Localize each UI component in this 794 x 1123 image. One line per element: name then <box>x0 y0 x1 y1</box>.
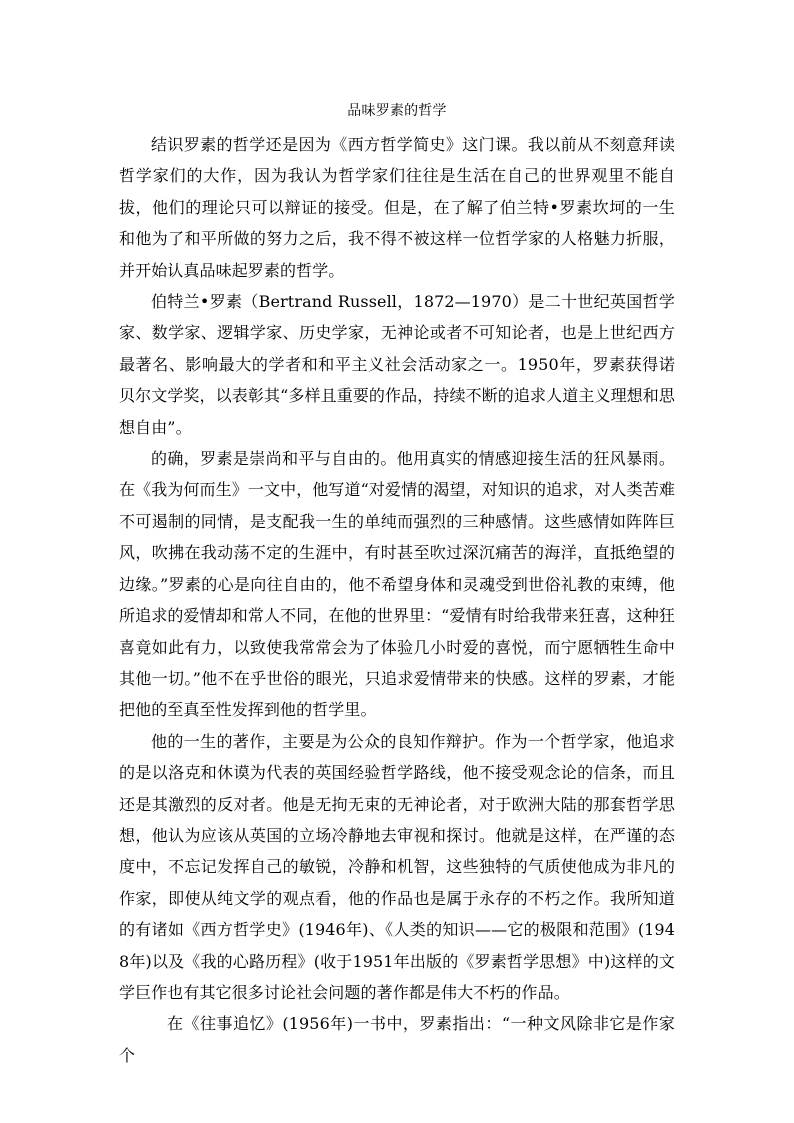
paragraph-memoir: 在《往事追忆》(1956年)一书中，罗素指出：“一种文风除非它是作家个 <box>119 1014 675 1065</box>
paragraph-love-and-freedom: 的确，罗素是崇尚和平与自由的。他用真实的情感迎接生活的狂风暴雨。在《我为何而生》一文中，他写道“对爱情的渴望，对知识的追求，对人类苦难不可遏制的同情，是支配我一生的单纯而强烈的三种感情。这些感情如阵阵巨风，吹拂在我动荡不定的生涯中，有时甚至吹过深沉痛苦的海洋，直抵绝望的边缘。”罗素的心是向往自由的，他不希望身体和灵魂受到世俗礼教的束缚，他所追求的爱情却和常人不同，在他的世界里：“爱情有时给我带来狂喜，这种狂喜竟如此有力，以致使我常常会为了体验几小时爱的喜悦，而宁愿牺牲生命中其他一切。”他不在乎世俗的眼光，只追求爱情带来的快感。这样的罗素，才能把他的至真至性发挥到他的哲学里。 <box>119 449 675 720</box>
paragraph-intro: 结识罗素的哲学还是因为《西方哲学简史》这门课。我以前从不刻意拜读哲学家们的大作，因为我认为哲学家们往往是生活在自己的世界观里不能自拔，他们的理论只可以辩证的接受。但是，在了解了伯兰特•罗素坎坷的一生和他为了和平所做的努力之后，我不得不被这样一位哲学家的人格魅力折服，并开始认真品味起罗素的哲学。 <box>119 135 675 280</box>
document-body <box>119 129 675 1071</box>
document-title: 品味罗素的哲学 <box>347 103 447 119</box>
paragraph-works: 他的一生的著作，主要是为公众的良知作辩护。作为一个哲学家，他追求的是以洛克和休谟为代表的英国经验哲学路线，他不接受观念论的信条，而且还是其激烈的反对者。他是无拘无束的无神论者，对于欧洲大陆的那套哲学思想，他认为应该从英国的立场冷静地去审视和探讨。他就是这样，在严谨的态度中，不忘记发挥自己的敏锐，冷静和机智，这些独特的气质使他成为非凡的作家，即使从纯文学的观点看，他的作品也是属于永存的不朽之作。我所知道的有诸如《西方哲学史》(1946年)、《人类的知识——它的极限和范围》(1948年)以及《我的心路历程》(收于1951年出版的《罗素哲学思想》中)这样的文学巨作也有其它很多讨论社会问题的著作都是伟大不朽的作品。 <box>119 731 675 1002</box>
paragraph-biography: 伯特兰•罗素（Bertrand Russell，1872—1970）是二十世纪英国哲学家、数学家、逻辑学家、历史学家，无神论或者不可知论者，也是上世纪西方最著名、影响最大的学者和和平主义社会活动家之一。1950年，罗素获得诺贝尔文学奖，以表彰其“多样且重要的作品，持续不断的追求人道主义理想和思想自由”。 <box>119 292 675 437</box>
